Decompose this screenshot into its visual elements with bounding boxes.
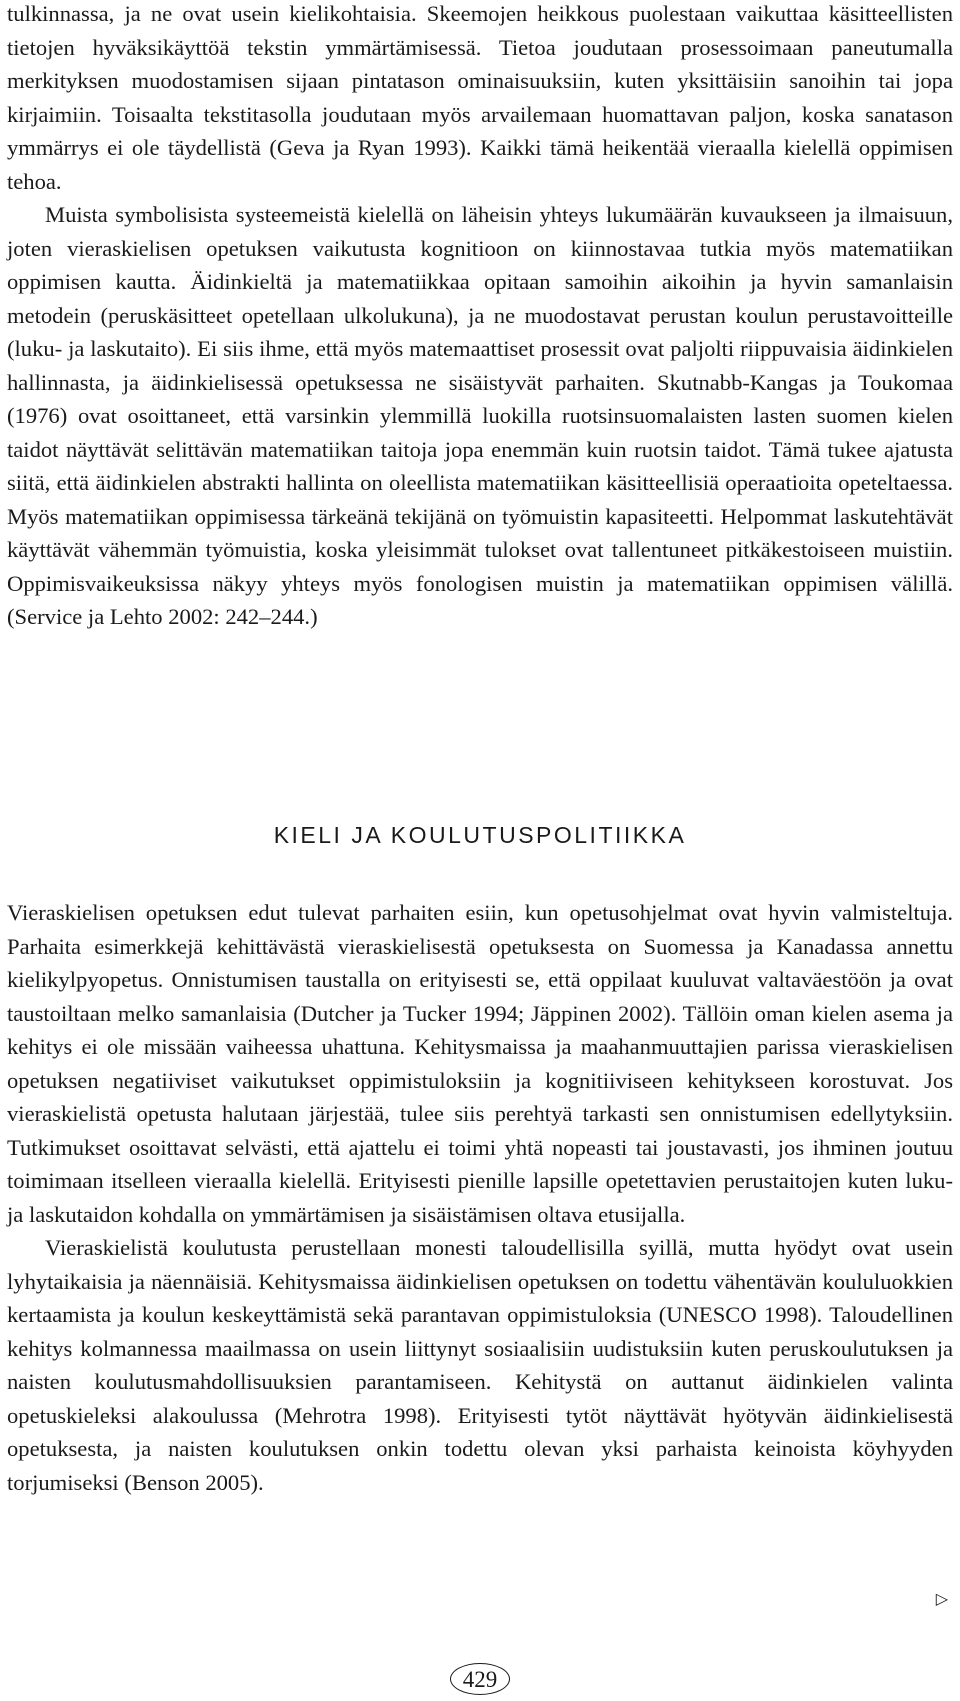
body-text-bottom	[7, 896, 953, 1499]
paragraph: Vieraskielistä koulutusta perustellaan monesti taloudellisilla syillä, mutta hyödyt ovat usein lyhytaikaisia ja näennäisiä. Kehitysmaissa äidinkielisen opetuksen on todettu vähentävän koululuokkien kertaamista ja koulun keskeyttämistä sekä parantavan oppimistuloksia (UNESCO 1998). Taloudellinen kehitys kolmannessa maailmassa on usein liittynyt sosiaalisiin uudistuksiin kuten peruskoulutuksen ja naisten koulutusmahdollisuuksien parantamiseen. Kehitystä on auttanut äidinkielen valinta opetuskieleksi alakoulussa (Mehrotra 1998). Erityisesti tytöt näyttävät hyötyvän äidinkielisestä opetuksesta, ja naisten koulutuksen onkin todettu olevan yksi parhaista keinoista köyhyyden torjumiseksi (Benson 2005).	[7, 1235, 953, 1495]
paragraph: Vieraskielisen opetuksen edut tulevat parhaiten esiin, kun opetusohjelmat ovat hyvin valmisteltuja. Parhaita esimerkkejä kehittävästä vieraskielisestä opetuksesta on Suomessa ja Kanadassa annettu kielikylpyopetus. Onnistumisen taustalla on erityisesti se, että oppilaat kuuluvat valtaväestöön ja ovat taustoiltaan melko samanlaisia (Dutcher ja Tucker 1994; Jäppinen 2002). Tällöin oman kielen asema ja kehitys ei ole missään vaiheessa uhattuna. Kehitysmaissa ja maahanmuuttajien parissa vieraskielisen opetuksen negatiiviset vaikutukset oppimistuloksiin ja kognitiiviseen kehitykseen korostuvat. Jos vieraskielistä opetusta halutaan järjestää, tulee siis perehtyä tarkasti sen onnistumisen edellytyksiin. Tutkimukset osoittavat selvästi, että ajattelu ei toimi yhtä nopeasti tai joustavasti, jos ihminen joutuu toimimaan itselleen vieraalla kielellä. Erityisesti pienille lapsille opetettavien perustaitojen kuten luku- ja laskutaidon kohdalla on ymmärtämisen ja sisäistämisen oltava etusijalla.	[7, 900, 953, 1227]
body-text-top	[7, 0, 953, 634]
page-number: 429	[450, 1663, 510, 1695]
paragraph: Muista symbolisista systeemeistä kielellä on läheisin yhteys lukumäärän kuvaukseen ja ilmaisuun, joten vieraskielisen opetuksen vaikutusta kognitioon on kiinnostavaa tutkia myös matematiikan oppimisen kautta. Äidinkieltä ja matematiikkaa opitaan samoihin aikoihin ja hyvin samanlaisin metodein (peruskäsitteet opetellaan ulkolukuna), ja ne muodostavat perustan koulun perustavoitteille (luku- ja laskutaito). Ei siis ihme, että myös matemaattiset prosessit ovat paljolti riippuvaisia äidinkielen hallinnasta, ja äidinkielisessä opetuksessa ne sisäistyvät parhaiten. Skutnabb-Kangas ja Toukomaa (1976) ovat osoittaneet, että varsinkin ylemmillä luokilla ruotsinsuomalaisten lasten suomen kielen taidot näyttävät selittävän matematiikan taitoja jopa enemmän kuin ruotsin taidot. Tämä tukee ajatusta siitä, että äidinkielen abstrakti hallinta on oleellista matematiikan käsitteellisiä operaatioita opeteltaessa. Myös matematiikan oppimisessa tärkeänä tekijänä on työmuistin kapasiteetti. Helpommat laskutehtävät käyttävät vähemmän työmuistia, koska yleisimmät tulokset ovat tallentuneet pitkäkestoiseen muistiin. Oppimisvaikeuksissa näkyy yhteys myös fonologisen muistin ja matematiikan oppimisen välillä. (Service ja Lehto 2002: 242–244.)	[7, 202, 953, 629]
continue-arrow-icon: ▷	[935, 1589, 948, 1608]
section-heading: KIELI JA KOULUTUSPOLITIIKKA	[273, 822, 687, 848]
paragraph: tulkinnassa, ja ne ovat usein kielikohtaisia. Skeemojen heikkous puolestaan vaikuttaa käsitteellisten tietojen hyväksikäyttöä tekstin ymmärtämisessä. Tietoa joudutaan prosessoimaan paneutumalla merkityksen muodostamisen sijaan pintatason ominaisuuksiin, kuten yksittäisiin sanoihin tai jopa kirjaimiin. Toisaalta tekstitasolla joudutaan myös arvailemaan huomattavan paljon, koska sanatason ymmärrys ei ole täydellistä (Geva ja Ryan 1993). Kaikki tämä heikentää vieraalla kielellä oppimisen tehoa.	[7, 1, 953, 194]
